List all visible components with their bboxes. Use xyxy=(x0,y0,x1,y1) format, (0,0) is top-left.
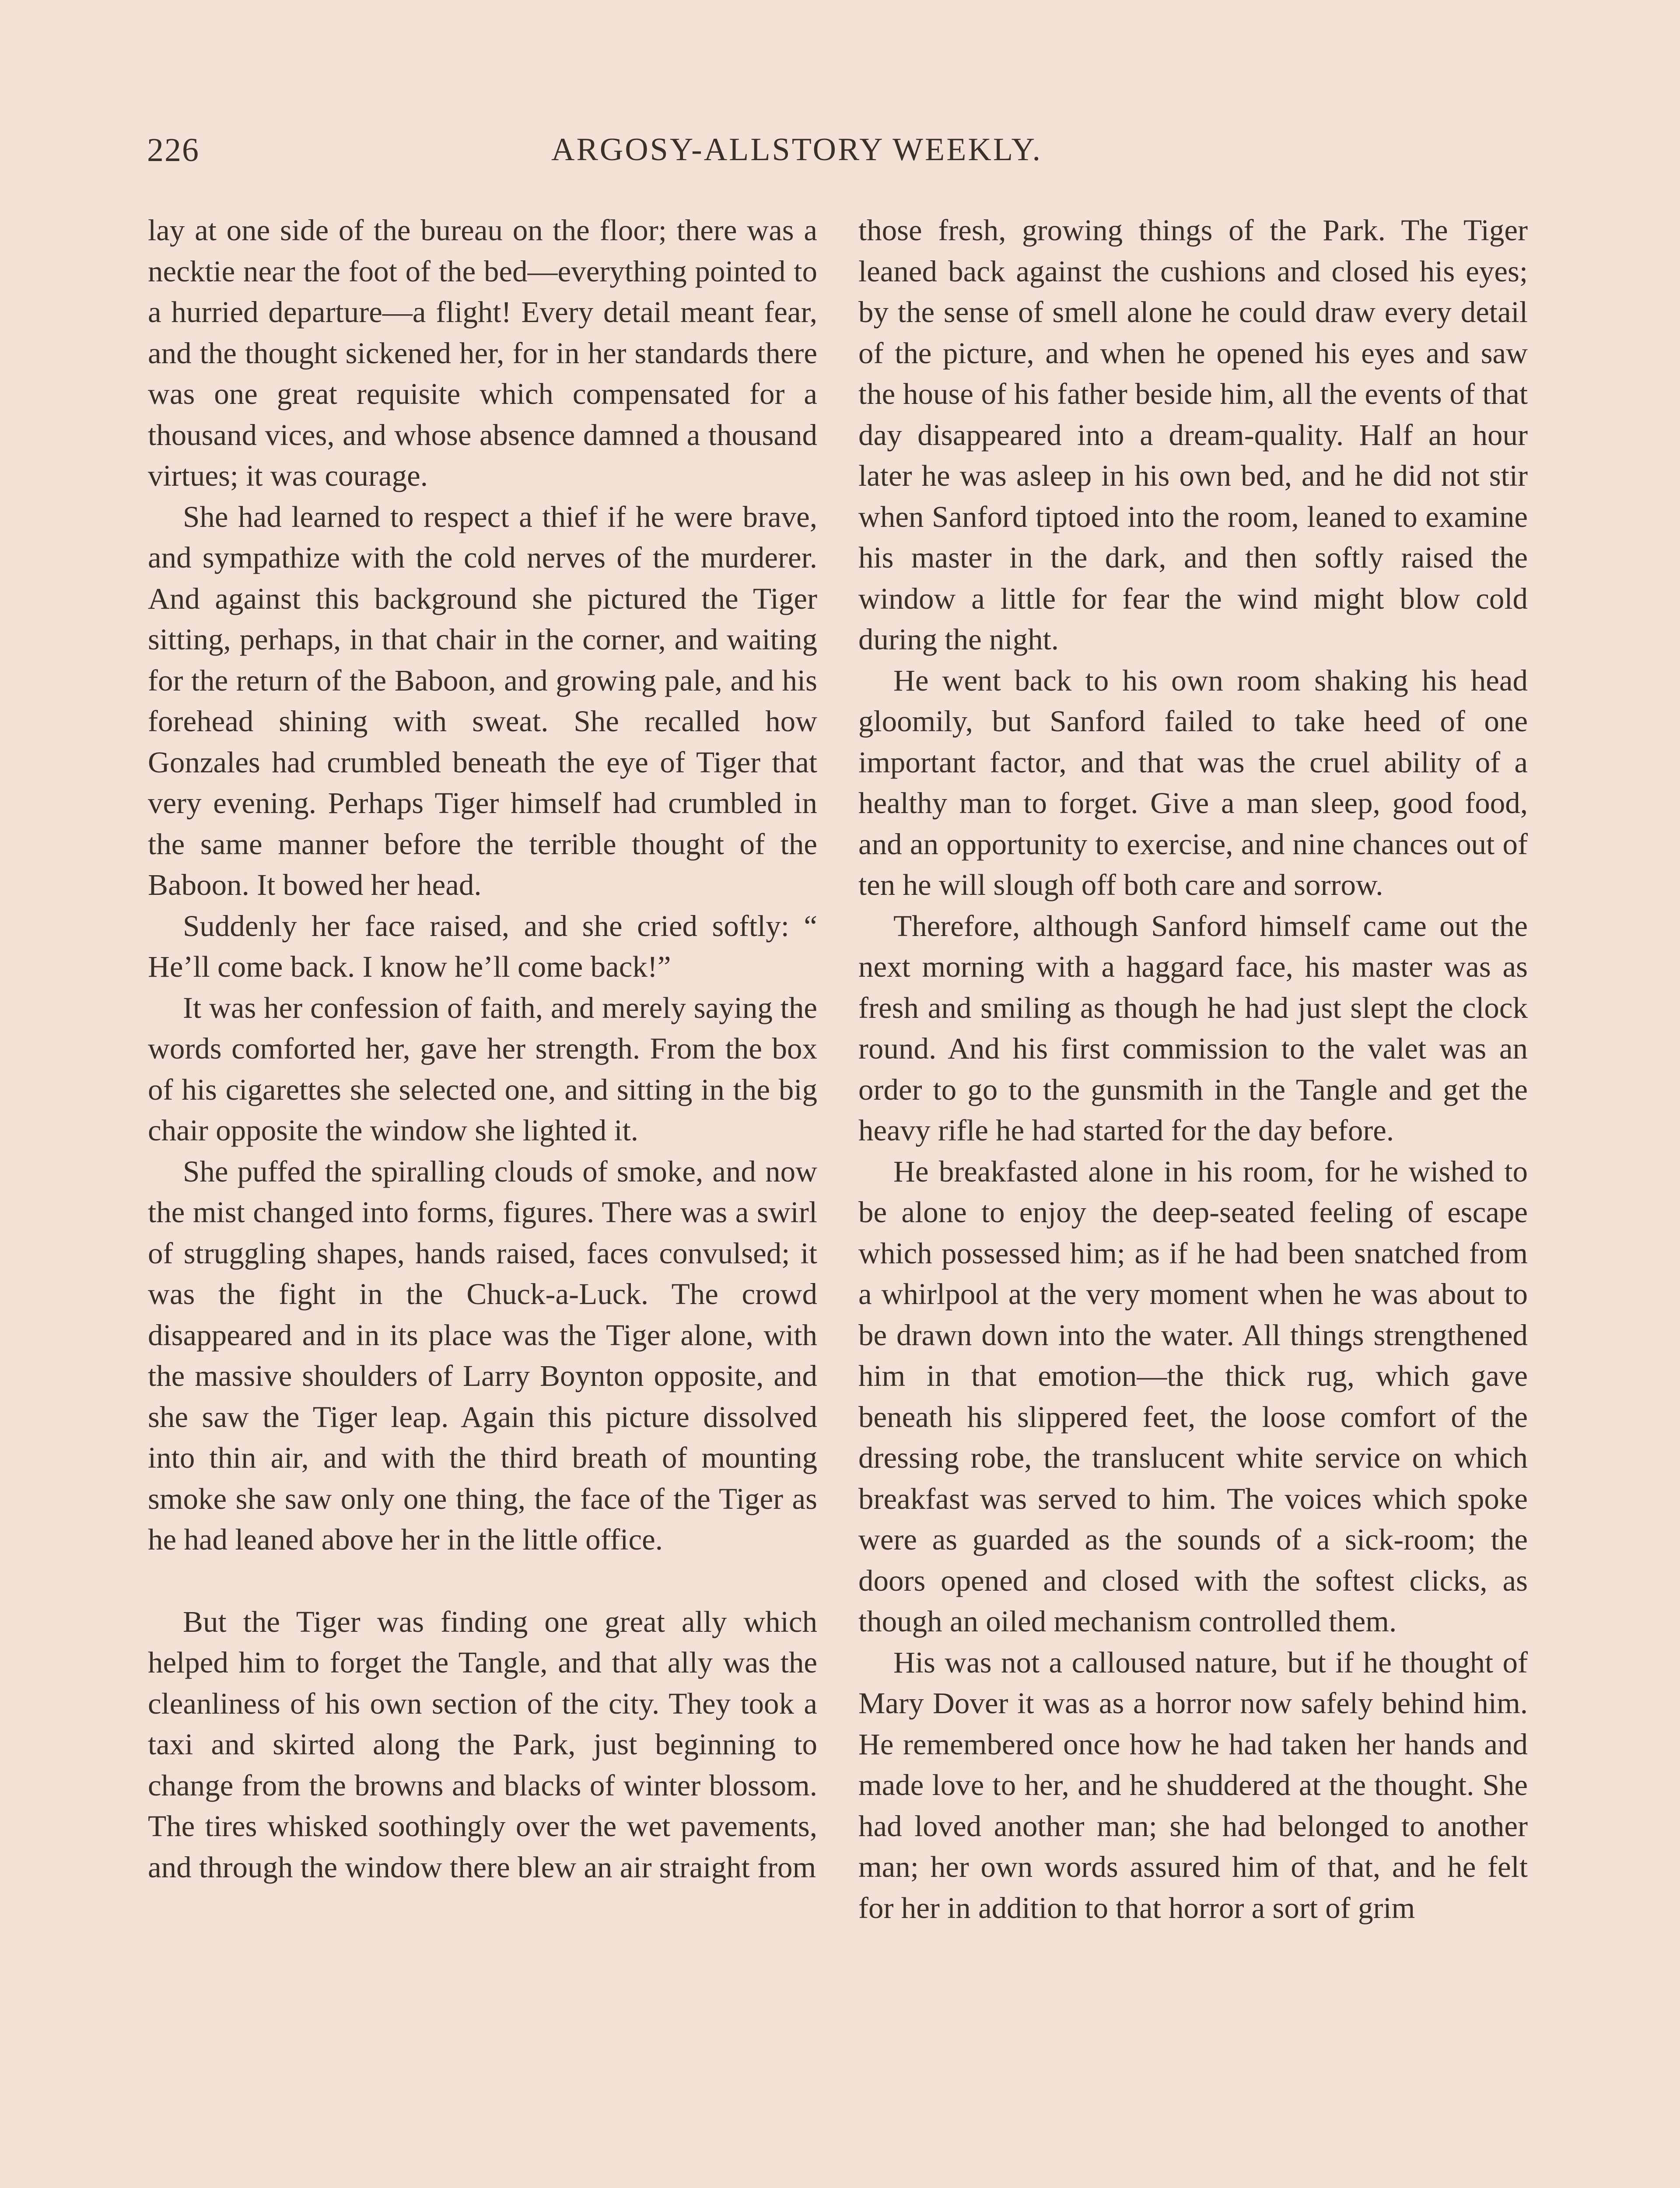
left-column xyxy=(148,210,817,1888)
paragraph: Suddenly her face raised, and she cried softly: “ He’ll come back. I know he’ll come back!” xyxy=(148,909,817,983)
paragraph: Therefore, although Sanford himself came out the next morning with a haggard face, his master was as fresh and smiling as though he had just slept the clock round. And his first commission to the valet was an order to go to the gunsmith in the Tangle and get the heavy rifle he had started for the day before. xyxy=(858,909,1528,1147)
paragraph: His was not a calloused nature, but if he thought of Mary Dover it was as a horror now safely behind him. He remembered once how he had taken her hands and made love to her, and he shuddered at the thought. She had loved another man; she had belonged to another man; her own words assured him of that, and he felt for her in addition to that horror a sort of grim xyxy=(858,1645,1528,1925)
paragraph: He went back to his own room shaking his head gloomily, but Sanford failed to take heed of one important factor, and that was the cruel ability of a healthy man to forget. Give a man sleep, good food, and an opportunity to exercise, and nine chances out of ten he will slough off both care and sorrow. xyxy=(858,663,1528,901)
paragraph: It was her confession of faith, and merely saying the words comforted her, gave her strength. From the box of his cigarettes she selected one, and sitting in the big chair opposite the window she lighted it. xyxy=(148,991,817,1147)
paragraph: She puffed the spiralling clouds of smoke, and now the mist changed into forms, figures. There was a swirl of struggling shapes, hands raised, faces convulsed; it was the fight in the Chuck-a-Luck. The crowd disappeared and in its place was the Tiger alone, with the massive shoulders of Larry Boynton opposite, and she saw the Tiger leap. Again this picture dissolved into thin air, and with the third breath of mounting smoke she saw only one thing, the face of the Tiger as he had leaned above her in the little office. xyxy=(148,1154,817,1556)
paragraph: She had learned to respect a thief if he were brave, and sympathize with the cold nerves of the murderer. And against this background she pictured the Tiger sitting, perhaps, in that chair in the corner, and waiting for the return of the Baboon, and growing pale, and his forehead shining with sweat. She recalled how Gonzales had crumbled beneath the eye of Tiger that very evening. Perhaps Tiger himself had crumbled in the same manner before the terrible thought of the Baboon. It bowed her head. xyxy=(148,500,817,901)
paragraph: He breakfasted alone in his room, for he wished to be alone to enjoy the deep-seated feeling of escape which possessed him; as if he had been snatched from a whirlpool at the very moment when he was about to be drawn down into the water. All things strengthened him in that emotion—the thick rug, which gave beneath his slippered feet, the loose comfort of the dressing robe, the translucent white service on which breakfast was served to him. The voices which spoke were as guarded as the sounds of a sick-room; the doors opened and closed with the softest clicks, as though an oiled mechanism controlled them. xyxy=(858,1154,1528,1638)
page-number: 226 xyxy=(147,132,200,168)
paragraph: lay at one side of the bureau on the floor; there was a necktie near the foot of the bed—everything pointed to a hurried departure—a flight! Every detail meant fear, and the thought sickened her, for in her standards there was one great requisite which compensated for a thousand vices, and whose absence damned a thousand virtues; it was courage. xyxy=(148,214,817,492)
paragraph: But the Tiger was finding one great ally which helped him to forget the Tangle, and that ally was the cleanliness of his own section of the city. They took a taxi and skirted along the Park, just beginning to change from the browns and blacks of winter blossom. The tires whisked soothingly over the wet pavements, and through the window there blew an air straight from xyxy=(148,1605,817,1884)
paragraph: those fresh, growing things of the Park. The Tiger leaned back against the cushions and closed his eyes; by the sense of smell alone he could draw every detail of the picture, and when he opened his eyes and saw the house of his father beside him, all the events of that day disappeared into a dream-quality. Half an hour later he was asleep in his own bed, and he did not stir when Sanford tiptoed into the room, leaned to examine his master in the dark, and then softly raised the window a little for fear the wind might blow cold during the night. xyxy=(858,214,1528,656)
running-head: ARGOSY-ALLSTORY WEEKLY. xyxy=(551,132,1043,168)
right-column xyxy=(858,210,1528,1929)
